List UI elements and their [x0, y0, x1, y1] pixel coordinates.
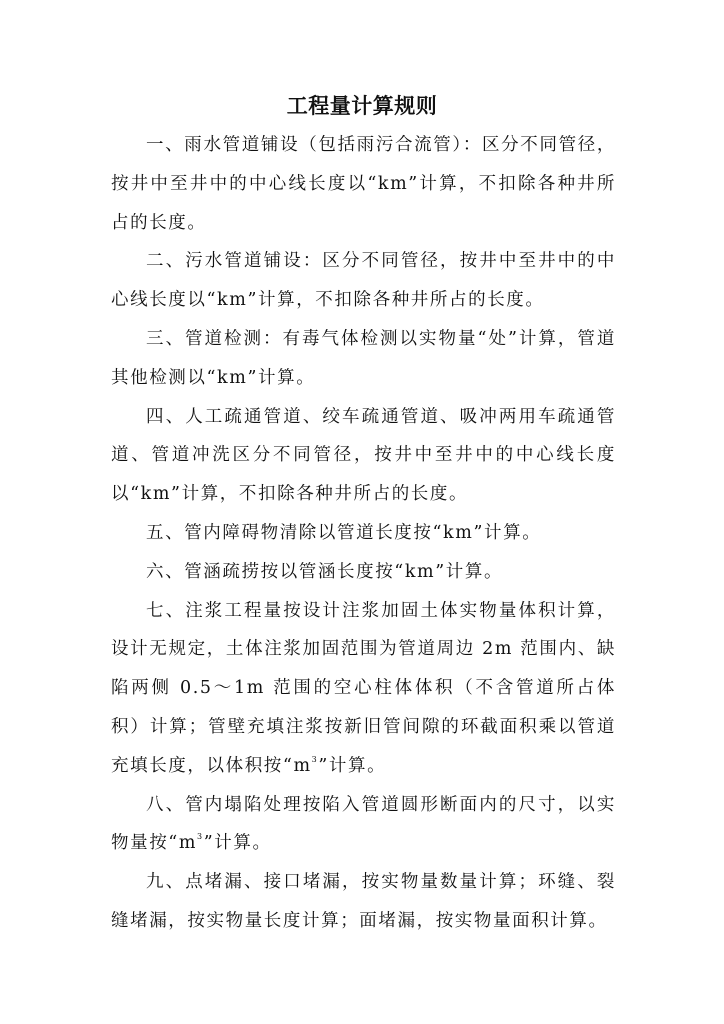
paragraph-7-superscript: 3	[311, 754, 319, 764]
paragraph-1: 一、雨水管道铺设（包括雨污合流管）：区分不同管径，按井中至井中的中心线长度以“km”计算，不扣除各种井所占的长度。	[111, 135, 616, 233]
paragraph-6: 六、管涵疏捞按以管涵长度按“km”计算。	[146, 561, 504, 582]
document-body	[111, 126, 616, 941]
paragraph-4: 四、人工疏通管道、绞车疏通管道、吸冲两用车疏通管道、管道冲洗区分不同管径，按井中至井中的中心线长度以“km”计算，不扣除各种井所占的长度。	[111, 406, 616, 505]
document-title: 工程量计算规则	[286, 94, 438, 118]
paragraph-8	[111, 786, 616, 864]
paragraph-2: 二、污水管道铺设：区分不同管径，按井中至井中的中心线长度以“km”计算，不扣除各种井所占的长度。	[111, 251, 616, 311]
paragraph-8-superscript: 3	[197, 832, 204, 842]
paragraph-9: 九、点堵漏、接口堵漏，按实物量数量计算；环缝、裂缝堵漏，按实物量长度计算；面堵漏，按实物量面积计算。	[111, 872, 616, 931]
paragraph-8-text: 八、管内塌陷处理按陷入管道圆形断面内的尺寸，以实物量按“m	[111, 794, 616, 854]
paragraph-7	[111, 592, 616, 786]
paragraph-3: 三、管道检测：有毒气体检测以实物量“处”计算，管道其他检测以“km”计算。	[111, 328, 616, 388]
paragraph-8-tail: ”计算。	[203, 833, 272, 854]
paragraph-7-text: 七、注浆工程量按设计注浆加固土体实物量体积计算，设计无规定，土体注浆加固范围为管道周边 2m 范围内、缺陷两侧 0.5～1m 范围的空心柱体体积（不含管道所占体积）计算；管壁充填注浆按新旧管间隙的环截面积乘以管道充填长度，以体积按“m	[111, 600, 616, 776]
paragraph-5: 五、管内障碍物清除以管道长度按“km”计算。	[146, 522, 542, 543]
paragraph-7-tail: ”计算。	[318, 755, 387, 776]
